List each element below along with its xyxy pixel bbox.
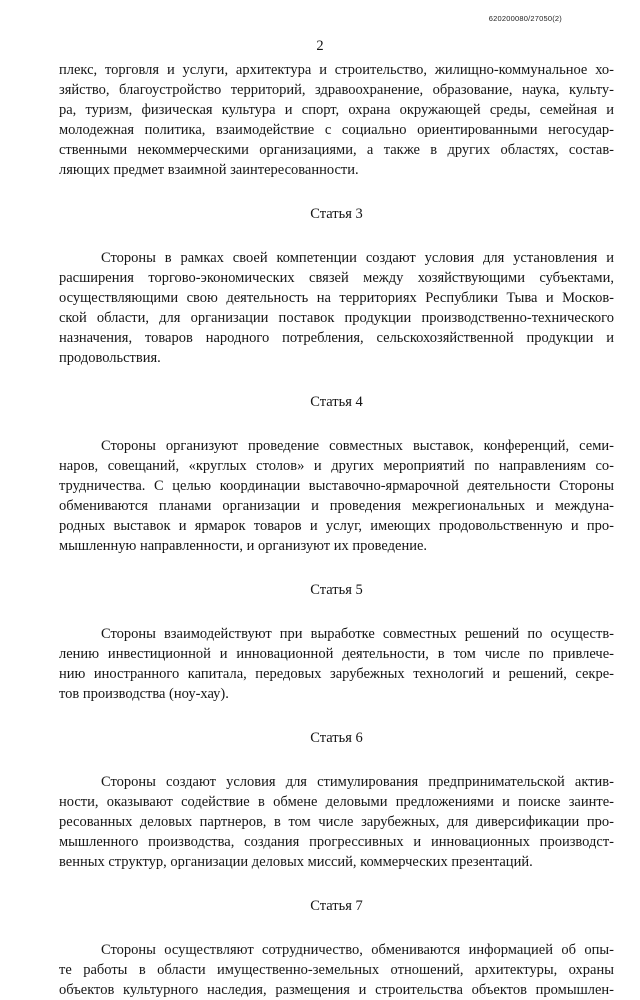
text-line: расширения торгово-экономических связей между хозяйствующими субъектами, bbox=[59, 270, 614, 286]
text-line: венных структур, организации деловых миссий, коммерческих презентаций. bbox=[59, 854, 533, 870]
text-line: нию иностранного капитала, передовых зарубежных технологий и решений, секре- bbox=[59, 666, 614, 682]
text-line: обмениваются планами организации и проведения межрегиональных и междуна- bbox=[59, 498, 614, 514]
article-heading: Статья 7 bbox=[310, 898, 363, 914]
article-paragraph bbox=[59, 624, 614, 704]
article-heading: Статья 4 bbox=[310, 394, 363, 410]
text-line: продовольствия. bbox=[59, 350, 161, 366]
text-line: назначения, товаров народного потребления, сельскохозяйственной продукции и bbox=[59, 330, 614, 346]
article-heading: Статья 6 bbox=[310, 730, 363, 746]
text-line: ляющих предмет взаимной заинтересованности. bbox=[59, 162, 359, 178]
section-spacer bbox=[59, 224, 614, 248]
text-line: лению инвестиционной и инновационной деятельности, в том числе по привлече- bbox=[59, 646, 614, 662]
section-spacer bbox=[59, 916, 614, 940]
text-line: мышленного производства, создания прогрессивных и инновационных производст- bbox=[59, 834, 614, 850]
article-heading: Статья 3 bbox=[310, 206, 363, 222]
text-line: Стороны осуществляют сотрудничество, обмениваются информацией об опы- bbox=[101, 942, 614, 958]
text-line: Стороны взаимодействуют при выработке совместных решений по осуществ- bbox=[101, 626, 614, 642]
text-line: мышленную направленности, и организуют их проведение. bbox=[59, 538, 428, 554]
article-paragraph bbox=[59, 436, 614, 556]
text-line: осуществляющими свою деятельность на территориях Республики Тыва и Москов- bbox=[59, 290, 614, 306]
section-spacer bbox=[59, 556, 614, 580]
text-line: ресованных деловых партнеров, в том числе зарубежных, для диверсификации про- bbox=[59, 814, 614, 830]
article-paragraph bbox=[59, 772, 614, 872]
section-spacer bbox=[59, 600, 614, 624]
text-line: Стороны создают условия для стимулирования предпринимательской актив- bbox=[101, 774, 614, 790]
text-line: трудничества. С целью координации выставочно-ярмарочной деятельности Стороны bbox=[59, 478, 614, 494]
text-line: наров, совещаний, «круглых столов» и других мероприятий по направлениям со- bbox=[59, 458, 614, 474]
text-line: ской области, для организации поставок продукции производственно-технического bbox=[59, 310, 614, 326]
text-line: тов производства (ноу-хау). bbox=[59, 686, 229, 702]
page-number: 2 bbox=[316, 38, 324, 54]
text-line: Стороны организуют проведение совместных выставок, конференций, семи- bbox=[101, 438, 614, 454]
article-heading: Статья 5 bbox=[310, 582, 363, 598]
text-line: те работы в области имущественно-земельных отношений, архитектуры, охраны bbox=[59, 962, 614, 978]
text-line: объектов культурного наследия, размещения и строительства объектов промышлен- bbox=[59, 982, 614, 998]
section-spacer bbox=[59, 180, 614, 204]
text-line: ственными некоммерческими организациями, а также в других областях, состав- bbox=[59, 142, 614, 158]
document-body bbox=[59, 60, 614, 1000]
text-line: Стороны в рамках своей компетенции создают условия для установления и bbox=[101, 250, 614, 266]
article-paragraph bbox=[59, 248, 614, 368]
text-line: зяйство, благоустройство территорий, здравоохранение, образование, наука, культу- bbox=[59, 82, 614, 98]
text-line: молодежная политика, взаимодействие с социально ориентированными негосудар- bbox=[59, 122, 614, 138]
text-line: плекс, торговля и услуги, архитектура и строительство, жилищно-коммунальное хо- bbox=[59, 62, 614, 78]
section-spacer bbox=[59, 704, 614, 728]
document-code: 620200080/27050(2) bbox=[488, 14, 562, 23]
text-line: ности, оказывают содействие в обмене деловыми предложениями и поиске заинте- bbox=[59, 794, 614, 810]
section-spacer bbox=[59, 748, 614, 772]
section-spacer bbox=[59, 872, 614, 896]
section-spacer bbox=[59, 412, 614, 436]
section-spacer bbox=[59, 368, 614, 392]
article-paragraph bbox=[59, 940, 614, 1000]
article-paragraph bbox=[59, 60, 614, 180]
text-line: родных выставок и ярмарок товаров и услуг, имеющих продовольственную и про- bbox=[59, 518, 614, 534]
text-line: ра, туризм, физическая культура и спорт, охрана окружающей среды, семейная и bbox=[59, 102, 614, 118]
